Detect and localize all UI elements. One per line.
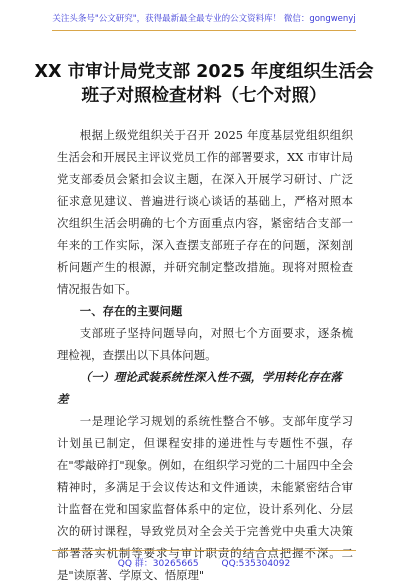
- title-line-1: XX 市审计局党支部 2025 年度组织生活会: [34, 62, 374, 82]
- document-title: [30, 60, 378, 108]
- subsection-body-paragraph: 一是理论学习规划的系统性整合不够。支部年度学习计划虽已制定，但课程安排的递进性与专题性不强，存在"零敲碎打"现象。例如，在组织学习党的二十届四中全会精神时，多满足于会议传达和文件通读，未能紧密结合审计监督在党和国家监督体系中的定位，设计系列化、分层次的研讨课程，导致党员对全会关于完善党中央重大决策部署落实机制等要求与审计职责的结合点把握不深。二是"读原著、学原文、悟原理": [57, 414, 353, 582]
- title-line-2: 班子对照检查材料（七个对照）: [81, 86, 327, 106]
- intro-paragraph: 根据上级党组织关于召开 2025 年度基层党组织组织生活会和开展民主评议党员工作的部署要求，XX 市审计局党支部委员会紧扣会议主题，在深入开展学习研讨、广泛征求意见建议、普遍进行谈心谈话的基础上，严格对照本次组织生活会明确的七个方面重点内容，紧密结合支部一年来的工作实际，深入查摆支部班子存在的问题，深刻剖析问题产生的根源，并研究制定整改措施。现将对照检查情况报告如下。: [57, 128, 353, 296]
- header-divider: [52, 30, 356, 31]
- subsection-heading: （一）理论武装系统性深入性不强，学用转化存在落差: [57, 370, 342, 406]
- section-intro-paragraph: 支部班子坚持问题导向，对照七个方面要求，逐条梳理检视，查摆出以下具体问题。: [57, 326, 353, 362]
- footer-qq-contact: QQ:535304092: [221, 559, 291, 569]
- footer-divider: [52, 550, 356, 551]
- document-body: [57, 124, 353, 586]
- section-heading: 一、存在的主要问题: [79, 304, 183, 318]
- footer: [0, 556, 408, 569]
- header-banner: 关注头条号"公文研究"，获得最新最全最专业的公文资料库！ 微信：gongwenyj: [52, 14, 356, 24]
- footer-qq-group: QQ 群：30265665: [117, 559, 199, 569]
